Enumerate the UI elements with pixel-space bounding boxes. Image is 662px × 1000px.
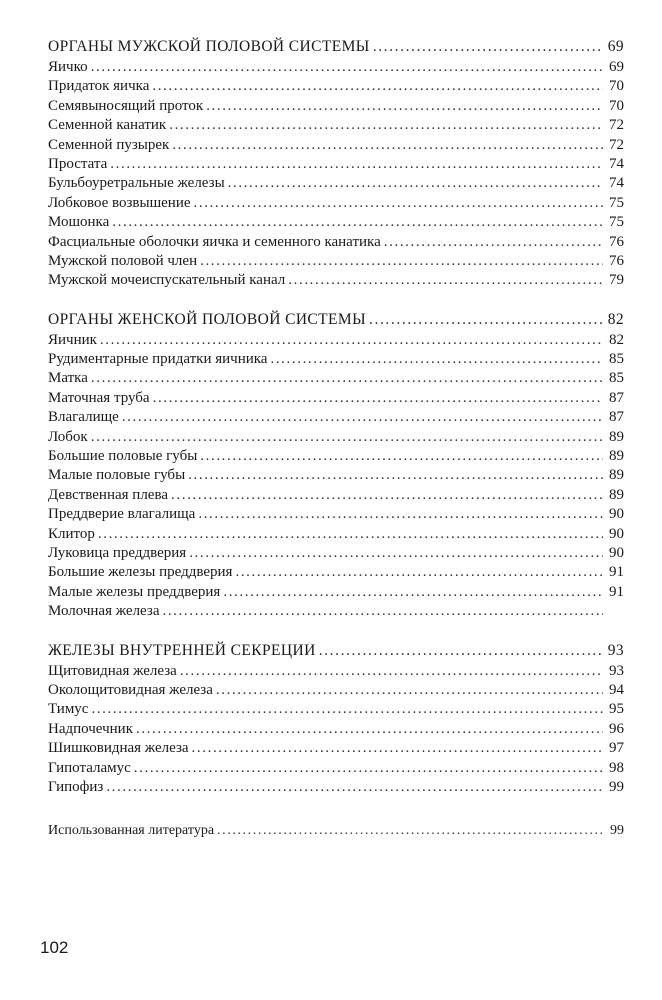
toc-entry-title: Околощитовидная железа bbox=[48, 681, 213, 698]
toc-entry[interactable] bbox=[48, 213, 624, 232]
dot-leader bbox=[98, 525, 603, 544]
dot-leader bbox=[136, 720, 603, 739]
dot-leader bbox=[100, 331, 603, 350]
toc-entry[interactable] bbox=[48, 350, 624, 369]
toc-page-number: 82 bbox=[607, 310, 624, 328]
toc-entry-title: Яичник bbox=[48, 331, 97, 348]
toc-page-number: 75 bbox=[609, 194, 624, 211]
toc-entry[interactable] bbox=[48, 331, 624, 350]
toc-page-number: 98 bbox=[609, 759, 624, 776]
toc-entry-title: Мужской мочеиспускательный канал bbox=[48, 272, 286, 289]
toc-entry[interactable] bbox=[48, 759, 624, 778]
toc-entry[interactable] bbox=[48, 447, 624, 466]
toc-entry[interactable] bbox=[48, 116, 624, 135]
toc-entry-title: Надпочечник bbox=[48, 720, 133, 737]
toc-entry-title: Лобок bbox=[48, 428, 88, 445]
toc-page-number: 90 bbox=[609, 525, 624, 542]
toc-entry-title: Яичко bbox=[48, 59, 88, 75]
toc-entry[interactable] bbox=[48, 77, 624, 96]
toc-entry-title: Шишковидная железа bbox=[48, 740, 189, 757]
toc-entry[interactable] bbox=[48, 271, 624, 290]
table-of-contents bbox=[48, 36, 624, 841]
toc-entry-title: Семенной канатик bbox=[48, 117, 167, 134]
toc-entry-title: Фасциальные оболочки яичка и семенного канатика bbox=[48, 233, 381, 250]
toc-entry-title: Луковица преддверия bbox=[48, 544, 187, 561]
dot-leader bbox=[319, 640, 603, 662]
toc-page-number: 89 bbox=[609, 486, 624, 503]
dot-leader bbox=[169, 116, 603, 135]
toc-page-number: 76 bbox=[609, 252, 624, 269]
toc-page-number: 85 bbox=[609, 351, 624, 368]
toc-page-number: 90 bbox=[609, 544, 624, 561]
toc-section-female bbox=[48, 309, 624, 622]
toc-page-number: 70 bbox=[609, 97, 624, 114]
toc-entry-title: Девственная плева bbox=[48, 486, 169, 503]
toc-entry[interactable] bbox=[48, 136, 624, 155]
toc-entry[interactable] bbox=[48, 233, 624, 252]
toc-page-number: 85 bbox=[609, 370, 624, 387]
dot-leader bbox=[152, 77, 603, 96]
toc-page-number: 90 bbox=[609, 506, 624, 523]
toc-page-number: 89 bbox=[609, 467, 624, 484]
dot-leader bbox=[192, 739, 603, 758]
toc-page-number: 70 bbox=[609, 78, 624, 95]
toc-entry[interactable] bbox=[48, 525, 624, 544]
toc-entry-title: Маточная труба bbox=[48, 389, 150, 406]
toc-entry-title: Преддверие влагалища bbox=[48, 506, 196, 523]
toc-entry[interactable] bbox=[48, 408, 624, 427]
toc-heading-title: ОРГАНЫ МУЖСКОЙ ПОЛОВОЙ СИСТЕМЫ bbox=[48, 38, 370, 55]
toc-page-number: 95 bbox=[609, 701, 624, 718]
dot-leader bbox=[162, 602, 603, 621]
toc-section-heading[interactable] bbox=[48, 36, 624, 58]
toc-entry[interactable] bbox=[48, 544, 624, 563]
toc-page-number: 97 bbox=[609, 740, 624, 757]
toc-entry[interactable] bbox=[48, 505, 624, 524]
toc-entry-title: Клитор bbox=[48, 525, 95, 542]
dot-leader bbox=[172, 136, 603, 155]
toc-entry[interactable] bbox=[48, 252, 624, 271]
toc-entry-title: Мужской половой член bbox=[48, 252, 198, 269]
toc-entry[interactable] bbox=[48, 700, 624, 719]
toc-page-number: 93 bbox=[607, 641, 624, 659]
dot-leader bbox=[223, 583, 603, 602]
toc-entry[interactable] bbox=[48, 369, 624, 388]
toc-entry[interactable] bbox=[48, 583, 624, 602]
toc-entry[interactable] bbox=[48, 174, 624, 193]
dot-leader bbox=[200, 252, 603, 271]
dot-leader bbox=[200, 447, 603, 466]
toc-entry[interactable] bbox=[48, 155, 624, 174]
dot-leader bbox=[134, 759, 603, 778]
dot-leader bbox=[384, 233, 603, 252]
dot-leader bbox=[91, 428, 603, 447]
toc-entry-title: Использованная литература bbox=[48, 823, 215, 839]
toc-entry-title: Молочная железа bbox=[48, 603, 160, 620]
toc-section-male bbox=[48, 36, 624, 291]
toc-entry[interactable] bbox=[48, 662, 624, 681]
toc-page-number: 94 bbox=[609, 681, 624, 698]
dot-leader bbox=[228, 174, 603, 193]
page-number: 102 bbox=[40, 938, 69, 957]
toc-entry[interactable] bbox=[48, 739, 624, 758]
toc-page-number: 99 bbox=[609, 778, 624, 795]
toc-entry-title: Влагалище bbox=[48, 409, 119, 426]
dot-leader bbox=[198, 505, 603, 524]
toc-entry-literature[interactable] bbox=[48, 821, 624, 840]
toc-page-number: 87 bbox=[609, 389, 624, 406]
toc-page-number: 72 bbox=[609, 136, 624, 153]
toc-entry-title: Лобковое возвышение bbox=[48, 194, 191, 211]
dot-leader bbox=[369, 309, 603, 331]
dot-leader bbox=[288, 271, 603, 290]
toc-entry[interactable] bbox=[48, 389, 624, 408]
toc-page-number: 82 bbox=[609, 331, 624, 348]
dot-leader bbox=[270, 350, 603, 369]
dot-leader bbox=[122, 408, 603, 427]
toc-entry-title: Матка bbox=[48, 370, 88, 387]
dot-leader bbox=[180, 662, 603, 681]
dot-leader bbox=[91, 700, 603, 719]
dot-leader bbox=[153, 389, 603, 408]
toc-page-number: 72 bbox=[609, 117, 624, 134]
toc-page-number: 75 bbox=[609, 214, 624, 231]
toc-entry-title: Малые железы преддверия bbox=[48, 583, 221, 600]
toc-page-number: 74 bbox=[609, 175, 624, 192]
toc-entry[interactable] bbox=[48, 486, 624, 505]
toc-entry-title: Рудиментарные придатки яичника bbox=[48, 351, 268, 368]
toc-entry-title: Малые половые губы bbox=[48, 467, 186, 484]
toc-entry[interactable] bbox=[48, 681, 624, 700]
dot-leader bbox=[91, 369, 603, 388]
toc-entry-title: Гипофиз bbox=[48, 778, 104, 795]
toc-entry[interactable] bbox=[48, 466, 624, 485]
toc-entry-title: Семенной пузырек bbox=[48, 136, 170, 153]
toc-entry[interactable] bbox=[48, 428, 624, 447]
toc-page-number: 93 bbox=[609, 662, 624, 679]
toc-page-number: 79 bbox=[609, 272, 624, 289]
dot-leader bbox=[206, 97, 603, 116]
dot-leader bbox=[106, 778, 603, 797]
toc-entry-title: Бульбоуретральные железы bbox=[48, 175, 225, 192]
dot-leader bbox=[171, 486, 603, 505]
dot-leader bbox=[189, 544, 603, 563]
toc-page-number: 99 bbox=[610, 823, 624, 839]
toc-entry[interactable] bbox=[48, 194, 624, 213]
toc-page-number: 96 bbox=[609, 720, 624, 737]
toc-entry-title: Мошонка bbox=[48, 214, 110, 231]
toc-section-endocrine bbox=[48, 640, 624, 798]
toc-section-heading[interactable] bbox=[48, 309, 624, 331]
toc-entry[interactable] bbox=[48, 58, 624, 77]
toc-entry-title: Большие железы преддверия bbox=[48, 564, 233, 581]
toc-heading-title: ЖЕЛЕЗЫ ВНУТРЕННЕЙ СЕКРЕЦИИ bbox=[48, 641, 316, 659]
toc-page-number: 87 bbox=[609, 409, 624, 426]
toc-entry[interactable] bbox=[48, 778, 624, 797]
dot-leader bbox=[235, 563, 603, 582]
toc-page-number: 69 bbox=[607, 38, 624, 55]
toc-entry[interactable] bbox=[48, 720, 624, 739]
toc-entry[interactable] bbox=[48, 563, 624, 582]
toc-heading-title: ОРГАНЫ ЖЕНСКОЙ ПОЛОВОЙ СИСТЕМЫ bbox=[48, 310, 366, 328]
toc-page-number: 89 bbox=[609, 448, 624, 465]
toc-entry-title: Семявыносящий проток bbox=[48, 97, 204, 114]
dot-leader bbox=[194, 194, 603, 213]
dot-leader bbox=[110, 155, 603, 174]
dot-leader bbox=[373, 36, 603, 58]
dot-leader bbox=[216, 681, 603, 700]
toc-entry[interactable] bbox=[48, 602, 624, 621]
toc-page-number: 91 bbox=[609, 583, 624, 600]
dot-leader bbox=[112, 213, 603, 232]
toc-page-number: 74 bbox=[609, 155, 624, 172]
toc-entry-title: Тимус bbox=[48, 701, 89, 718]
dot-leader bbox=[217, 821, 603, 840]
toc-entry-title: Придаток яичка bbox=[48, 78, 150, 95]
toc-section-heading[interactable] bbox=[48, 640, 624, 662]
toc-entry[interactable] bbox=[48, 97, 624, 116]
toc-entry-title: Щитовидная железа bbox=[48, 662, 177, 679]
toc-entry-title: Гипоталамус bbox=[48, 759, 131, 776]
toc-page-number: 76 bbox=[609, 233, 624, 250]
dot-leader bbox=[91, 58, 603, 77]
toc-page-number: 69 bbox=[609, 59, 624, 75]
toc-page-number: 91 bbox=[609, 564, 624, 581]
toc-entry-title: Простата bbox=[48, 155, 108, 172]
toc-entry-title: Большие половые губы bbox=[48, 448, 198, 465]
dot-leader bbox=[188, 466, 603, 485]
toc-page-number: 89 bbox=[609, 428, 624, 445]
